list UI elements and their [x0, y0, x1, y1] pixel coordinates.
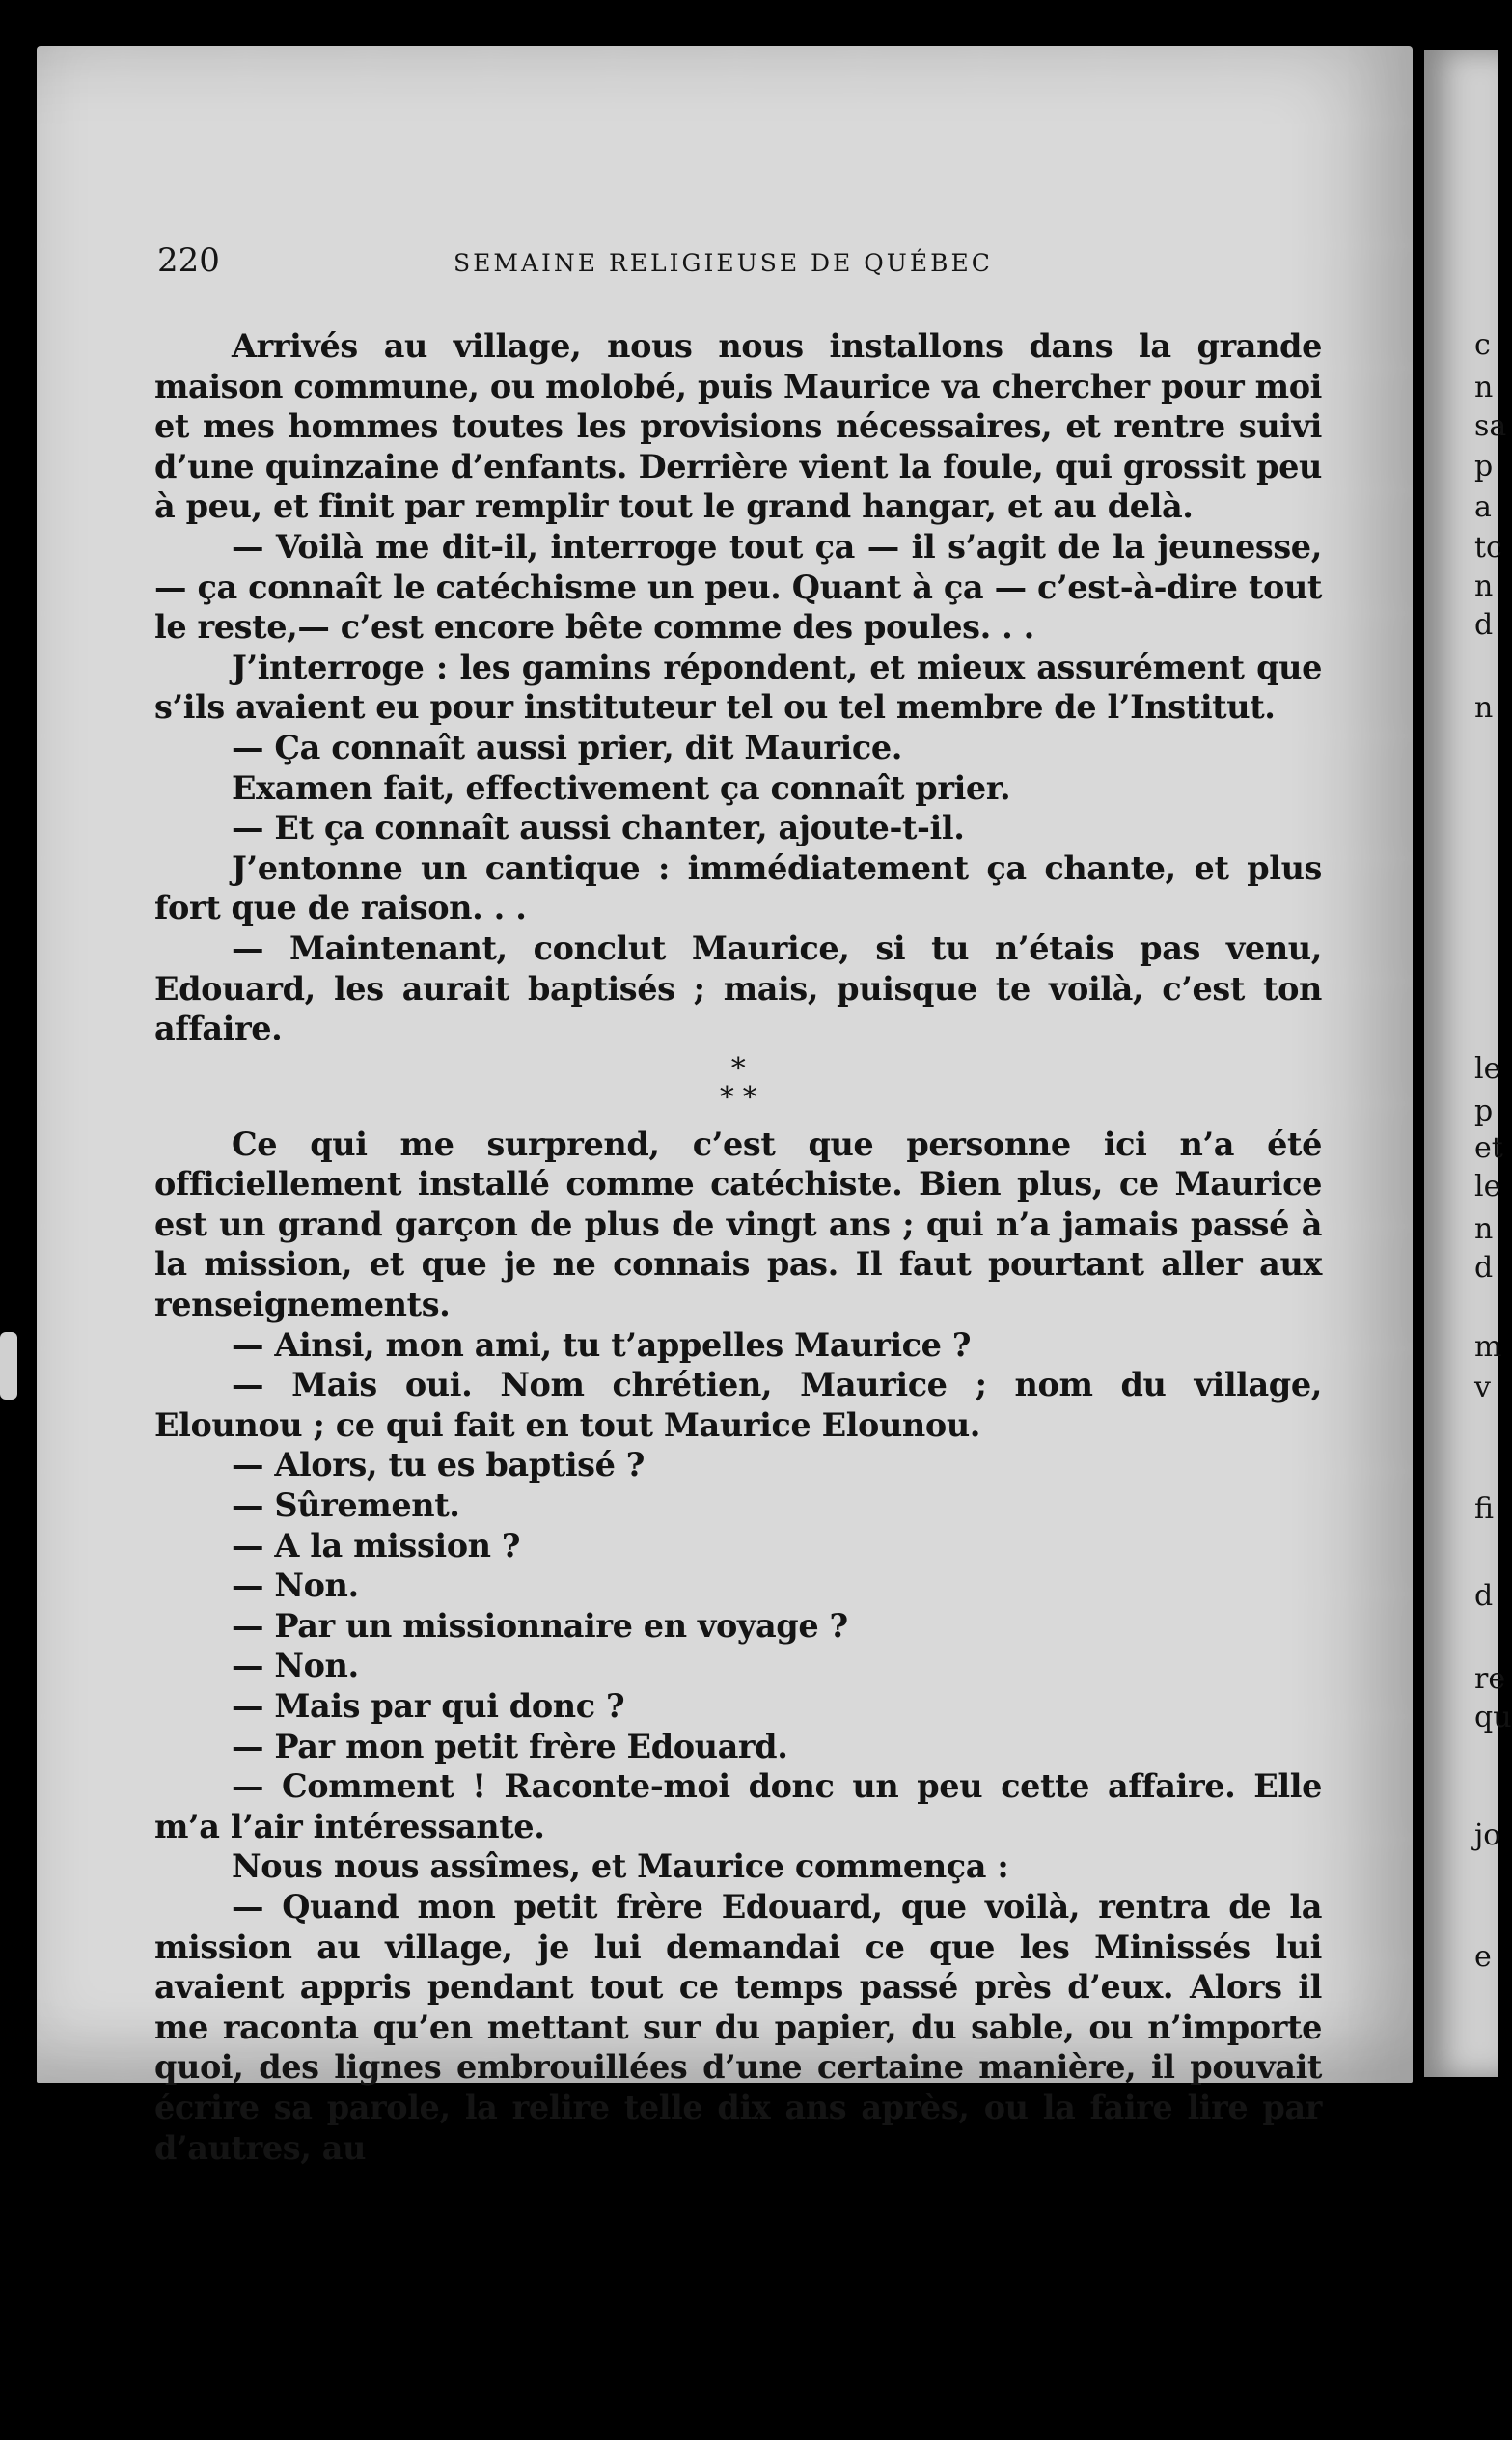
page-body — [154, 326, 1322, 2168]
fragment: n — [1474, 371, 1494, 404]
dialogue-line: — Alors, tu es baptisé ? — [232, 1446, 646, 1484]
fragment: p — [1474, 1095, 1494, 1128]
dialogue-line: — Ainsi, mon ami, tu t’appelles Maurice ? — [232, 1325, 972, 1364]
dialogue-line: — Par mon petit frère Edouard. — [232, 1727, 788, 1765]
dialogue-line: — Non. — [232, 1647, 359, 1685]
paragraph: — Ça connaît aussi prier, dit Maurice. — [232, 728, 903, 766]
fragment: le — [1474, 1052, 1501, 1086]
fragment: le — [1474, 1170, 1501, 1204]
fragment: n — [1474, 691, 1494, 725]
fragment: v — [1474, 1371, 1491, 1404]
dialogue-line: — Mais par qui donc ? — [232, 1687, 625, 1725]
paragraph: J’entonne un cantique : immédiatement ça chante, et plus fort que de raison. . . — [154, 848, 1322, 928]
fragment: jo — [1474, 1818, 1501, 1852]
dialogue-line: — Comment ! Raconte-moi donc un peu cette affaire. Elle m’a l’air intéressante. — [154, 1767, 1322, 1845]
running-title: SEMAINE RELIGIEUSE DE QUÉBEC — [454, 249, 993, 277]
dialogue-line: — Par un missionnaire en voyage ? — [232, 1606, 848, 1645]
section-separator — [154, 1051, 1322, 1115]
page-number: 220 — [157, 241, 220, 280]
fragment: qu — [1474, 1701, 1512, 1734]
fragment: tc — [1474, 531, 1502, 565]
page-header — [157, 241, 1325, 280]
fragment: et — [1474, 1131, 1503, 1165]
fragment: e — [1474, 1940, 1492, 1974]
fragment: a — [1474, 490, 1492, 524]
paragraph: Examen fait, effectivement ça connaît prier. — [232, 768, 1011, 807]
dialogue-line: — Non. — [232, 1567, 359, 1605]
paragraph: — Maintenant, conclut Maurice, si tu n’étais pas venu, Edouard, les aurait baptisés ; mais, puisque te voilà, c’est ton affaire. — [154, 929, 1322, 1048]
fragment: n — [1474, 569, 1494, 603]
separator-star-top: * — [730, 1051, 746, 1086]
fragment: sa — [1474, 409, 1507, 443]
dialogue-line: — A la mission ? — [232, 1526, 521, 1565]
paragraph: — Voilà me dit-il, interroge tout ça — il s’agit de la jeunesse, — ça connaît le catéchisme un peu. Quant à ça — c’est-à-dire tout le reste,— c’est encore bête comme des poules. . . — [154, 527, 1322, 647]
fragment: d — [1474, 1251, 1494, 1285]
fragment: c — [1474, 328, 1491, 362]
fragment: d — [1474, 608, 1494, 642]
fragment: fi — [1474, 1492, 1495, 1526]
scan-edge-speck — [0, 1332, 17, 1400]
dialogue-line: — Mais oui. Nom chrétien, Maurice ; nom du village, Elounou ; ce qui fait en tout Maurice Elounou. — [154, 1366, 1322, 1444]
fragment: re — [1474, 1662, 1506, 1696]
fragment: p — [1474, 450, 1494, 484]
fragment: m — [1474, 1330, 1502, 1364]
fragment: d — [1474, 1579, 1494, 1613]
paragraph: Nous nous assîmes, et Maurice commença : — [232, 1847, 1009, 1886]
paragraph: — Et ça connaît aussi chanter, ajoute-t-il. — [232, 809, 965, 847]
paragraph: — Quand mon petit frère Edouard, que voilà, rentra de la mission au village, je lui demandai ce que les Minissés lui avaient appris pendant tout ce temps passé près d’eux. Alors il me raconta qu’en mettant sur du papier, du sable, ou n’importe quoi, des lignes embrouillées d’une certaine manière, il pouvait écrire sa parole, la relire telle dix ans après, ou la faire lire par d’autres, au — [154, 1887, 1322, 2167]
separator-stars-bottom: * * — [719, 1080, 757, 1115]
paragraph: Ce qui me surprend, c’est que personne ici n’a été officiellement installé comme catéchiste. Bien plus, ce Maurice est un grand garçon de plus de vingt ans ; qui n’a jamais passé à la mission, et que je ne connais pas. Il faut pourtant aller aux renseignements. — [154, 1124, 1322, 1324]
paragraph: J’interroge : les gamins répondent, et mieux assurément que s’ils avaient eu pour instituteur tel ou tel membre de l’Institut. — [154, 648, 1322, 727]
fragment: n — [1474, 1212, 1494, 1246]
dialogue-line: — Sûrement. — [232, 1486, 460, 1525]
paragraph: Arrivés au village, nous nous installons dans la grande maison commune, ou molobé, puis Maurice va chercher pour moi et mes hommes toutes les provisions nécessaires, et rentre suivi d’une quinzaine d’enfants. Derrière vient la foule, qui grossit peu à peu, et finit par remplir tout le grand hangar, et au delà. — [154, 327, 1322, 526]
